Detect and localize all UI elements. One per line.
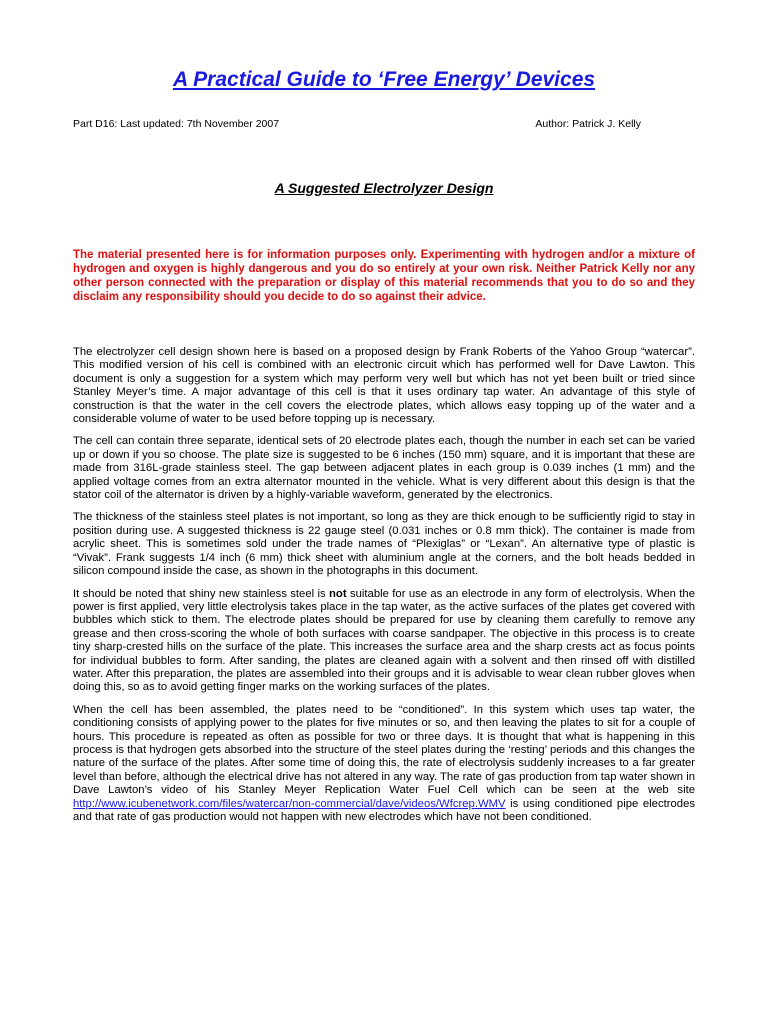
- paragraph: The electrolyzer cell design shown here is based on a proposed design by Frank Roberts of the Yahoo Group “watercar”. This modified version of his cell is combined with an electronic circuit which has performed well for Dave Lawton. This document is only a suggestion for a system which may perform very well but which has not yet been built or tried since Stanley Meyer’s time. A major advantage of this cell is that it uses ordinary tap water. An advantage of this style of construction is that the water in the cell covers the electrode plates, which allows easy topping up of the water and a considerable volume of water to be used before topping up is necessary.: [73, 346, 695, 426]
- warning-notice: The material presented here is for information purposes only. Experimenting with hydrogen and/or a mixture of hydrogen and oxygen is highly dangerous and you do so entirely at your own risk. Neither Patrick Kelly nor any other person connected with the preparation or display of this material recommends that you to do so and they disclaim any responsibility should you decide to do so against their advice.: [73, 249, 695, 303]
- paragraph-text: suitable for use as an electrode in any form of electrolysis. When the power is first applied, very little electrolysis takes place in the tap water, as the active surfaces of the plates get covered with bubbles which stick to them. The electrode plates should be prepared for use by cleaning them carefully to remove any grease and then cross-scoring the whole of both surfaces with coarse sandpaper. The objective in this process is to create tiny sharp-crested hills on the surface of the plate. This increases the surface area and the sharp crests act as focus points for individual bubbles to form. After sanding, the plates are cleaned again with a solvent and then rinsed off with distilled water. After this preparation, the plates are assembled into their groups and it is advisable to wear clean rubber gloves when doing this, so as to avoid getting finger marks on the working surfaces of the plates.: [73, 587, 695, 694]
- paragraph-text: It should be noted that shiny new stainless steel is: [73, 587, 330, 600]
- paragraph: [73, 588, 695, 695]
- document-meta: [73, 118, 641, 130]
- paragraph: [73, 704, 695, 825]
- emphasis-not: not: [329, 587, 347, 600]
- video-link[interactable]: http://www.icubenetwork.com/files/watercar/non-commercial/dave/videos/Wfcrep.WMV: [73, 797, 506, 810]
- part-info: Part D16: Last updated: 7th November 2007: [73, 118, 280, 130]
- paragraph-text: When the cell has been assembled, the plates need to be “conditioned”. In this system which uses tap water, the conditioning consists of applying power to the plates for five minutes or so, and then leaving the plates to sit for a couple of hours. This procedure is repeated as often as possible for two or three days. It is thought that what is happening in this process is that hydrogen gets absorbed into the structure of the steel plates during the ‘resting’ periods and this changes the nature of the surface of the plates. After some time of doing this, the rate of electrolysis suddenly increases to a far greater level than before, although the electrical drive has not altered in any way. The rate of gas production from tap water shown in Dave Lawton’s video of his Stanley Meyer Replication Water Fuel Cell which can be seen at the web site: [73, 703, 695, 797]
- paragraph-text: is using conditioned pipe electrodes and that rate of gas production would not happen with new electrodes which have not been conditioned.: [73, 797, 695, 823]
- document-title: A Practical Guide to ‘Free Energy’ Devices: [172, 68, 596, 91]
- paragraph: The cell can contain three separate, identical sets of 20 electrode plates each, though the number in each set can be varied up or down if you so choose. The plate size is suggested to be 6 inches (150 mm) square, and it is important that these are made from 316L-grade stainless steel. The gap between adjacent plates in each group is 0.039 inches (1 mm) and the applied voltage comes from an extra alternator mounted in the vehicle. What is very different about this design is that the stator coil of the alternator is driven by a highly-variable waveform, generated by the electronics.: [73, 435, 695, 502]
- author: Author: Patrick J. Kelly: [535, 118, 641, 130]
- paragraph: The thickness of the stainless steel plates is not important, so long as they are thick enough to be sufficiently rigid to stay in position during use. A suggested thickness is 22 gauge steel (0.031 inches or 0.8 mm thick). The container is made from acrylic sheet. This is sometimes sold under the trade names of “Plexiglas” or “Lexan”. An alternative type of plastic is “Vivak”. Frank suggests 1/4 inch (6 mm) thick sheet with aluminium angle at the corners, and the bolt heads bedded in silicon compound inside the case, as shown in the photographs in this document.: [73, 511, 695, 578]
- section-title: A Suggested Electrolyzer Design: [274, 180, 494, 196]
- document-body: [73, 346, 695, 833]
